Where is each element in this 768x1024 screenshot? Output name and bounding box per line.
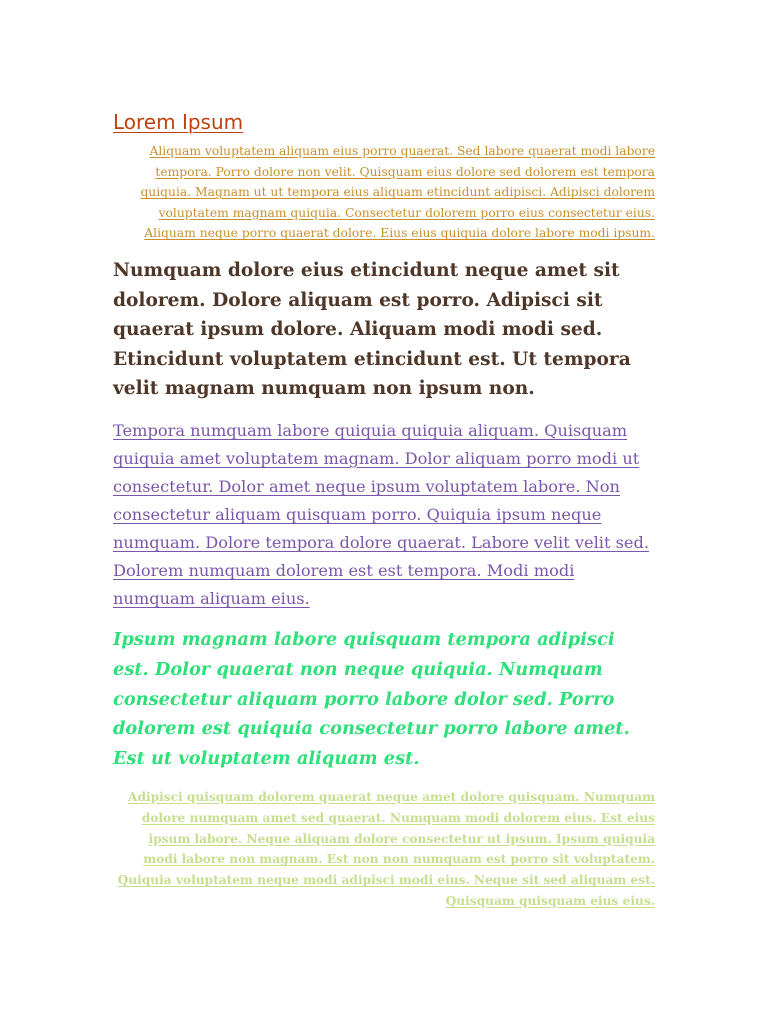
paragraph-3: Tempora numquam labore quiquia quiquia aliquam. Quisquam quiquia amet voluptatem magnam. Dolor aliquam porro modi ut consectetur. Dolor amet neque ipsum voluptatem labore. Non consectetur aliquam quisquam porro. Quiquia ipsum neque numquam. Dolore tempora dolore quaerat. Labore velit velit sed. Dolorem numquam dolorem est est tempora. Modi modi numquam aliquam eius.	[113, 421, 649, 608]
paragraph-1: Aliquam voluptatem aliquam eius porro quaerat. Sed labore quaerat modi labore tempora. Porro dolore non velit. Quisquam eius dolore sed dolorem est tempora quiquia. Magnam ut ut tempora eius aliquam etincidunt adipisci. Adipisci dolorem voluptatem magnam quiquia. Consectetur dolorem porro eius consectetur eius. Aliquam neque porro quaerat dolore. Eius eius quiquia dolore labore modi ipsum.	[140, 144, 655, 241]
paragraph-4: Ipsum magnam labore quisquam tempora adipisci est. Dolor quaerat non neque quiquia. Numquam consectetur aliquam porro labore dolor sed. Porro dolorem est quiquia consectetur porro labore amet. Est ut voluptatem aliquam est.	[113, 629, 630, 770]
paragraph-2: Numquam dolore eius etincidunt neque amet sit dolorem. Dolore aliquam est porro. Adipisci sit quaerat ipsum dolore. Aliquam modi modi sed. Etincidunt voluptatem etincidunt est. Ut tempora velit magnam numquam non ipsum non.	[113, 260, 631, 400]
document-title: Lorem Ipsum	[113, 110, 244, 134]
paragraph-5: Adipisci quisquam dolorem quaerat neque amet dolore quisquam. Numquam dolore numquam amet sed quaerat. Numquam modi dolorem eius. Est eius ipsum labore. Neque aliquam dolore consectetur ut ipsum. Ipsum quiquia modi labore non magnam. Est non non numquam est porro sit voluptatem. Quiquia voluptatem neque modi adipisci modi eius. Neque sit sed aliquam est. Quisquam quisquam eius eius.	[117, 790, 655, 908]
